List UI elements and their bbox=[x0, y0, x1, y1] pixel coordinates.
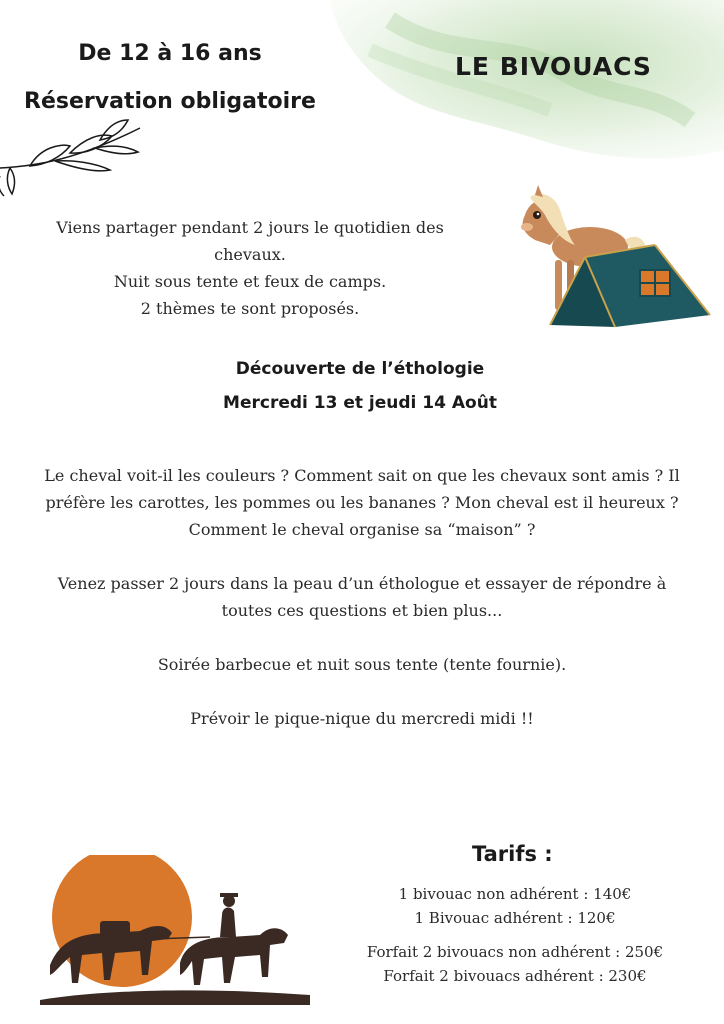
theme-name: Découverte de l’éthologie bbox=[235, 359, 485, 379]
horse-tent-illustration bbox=[505, 185, 720, 345]
watercolor-background bbox=[330, 0, 724, 165]
desc-line: préfère les carottes, les pommes ou les bananes ? Mon cheval est il heureux ? bbox=[45, 493, 679, 512]
intro-line: chevaux. bbox=[214, 245, 286, 264]
reservation-note: Réservation obligatoire bbox=[24, 89, 316, 114]
description bbox=[20, 462, 704, 732]
desc-line: Comment le cheval organise sa “maison” ? bbox=[188, 520, 536, 539]
desc-line: toutes ces questions et bien plus... bbox=[221, 601, 503, 620]
intro-line: 2 thèmes te sont proposés. bbox=[140, 299, 360, 318]
tarif-line: Forfait 2 bivouacs non adhérent : 250€ bbox=[366, 943, 664, 961]
age-range: De 12 à 16 ans bbox=[78, 41, 262, 66]
intro-line: Nuit sous tente et feux de camps. bbox=[113, 272, 387, 291]
tarif-line: 1 bivouac non adhérent : 140€ bbox=[398, 885, 632, 903]
intro-text bbox=[40, 214, 460, 322]
tarifs-list bbox=[330, 882, 700, 988]
tarifs-title: Tarifs : bbox=[472, 842, 553, 866]
desc-line: Le cheval voit-il les couleurs ? Comment sait on que les chevaux sont amis ? Il bbox=[44, 466, 680, 485]
theme-block bbox=[150, 352, 570, 420]
theme-dates: Mercredi 13 et jeudi 14 Août bbox=[223, 393, 497, 413]
intro-line: Viens partager pendant 2 jours le quotidien des bbox=[56, 218, 444, 237]
desc-line: Venez passer 2 jours dans la peau d’un éthologue et essayer de répondre à bbox=[57, 574, 667, 593]
desc-line: Soirée barbecue et nuit sous tente (tente fournie). bbox=[157, 655, 567, 674]
header-info bbox=[20, 30, 320, 126]
desc-line: Prévoir le pique-nique du mercredi midi !! bbox=[190, 709, 534, 728]
riders-sunset-illustration bbox=[40, 855, 310, 1005]
tarif-line: Forfait 2 bivouacs adhérent : 230€ bbox=[383, 967, 647, 985]
page-title: LE BIVOUACS bbox=[455, 52, 652, 81]
tarif-line: 1 Bivouac adhérent : 120€ bbox=[414, 909, 616, 927]
leaf-branch-icon bbox=[0, 118, 145, 198]
